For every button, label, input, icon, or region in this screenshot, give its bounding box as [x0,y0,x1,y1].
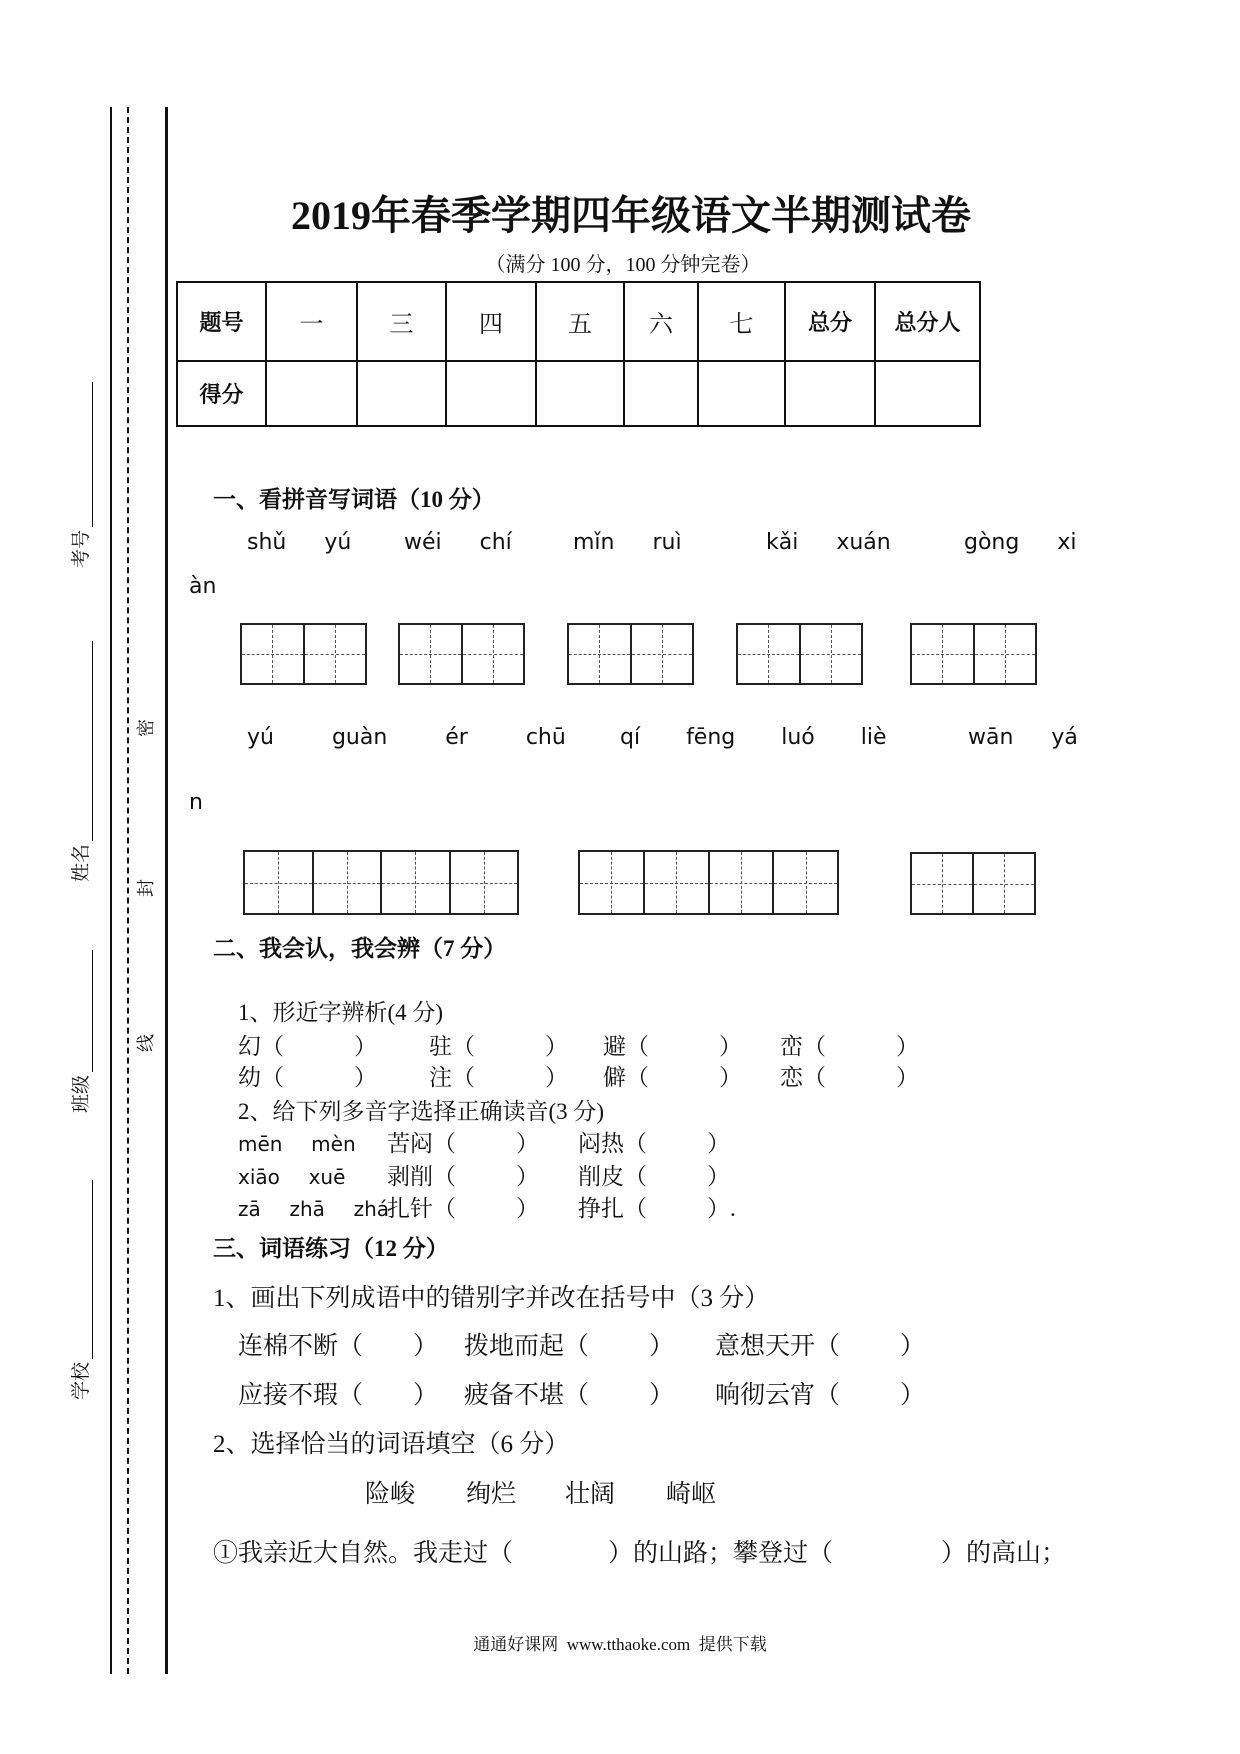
column-header: 五 [536,282,624,361]
open-bracket: （ [338,1333,364,1360]
close-bracket: ） [896,1034,919,1059]
column-header: 题号 [177,282,266,361]
idiom-item [238,1333,438,1361]
similar-char-item [238,1064,377,1092]
trailing-mark: . [730,1196,736,1221]
open-bracket: （ [626,1065,649,1090]
writing-cell [972,854,1034,913]
open-bracket: （ [452,1065,475,1090]
field-label: 学校 [71,1361,92,1400]
pinyin-prompt: wān yá [968,725,1078,750]
sentence-text: ）的山路；攀登过（ [608,1540,834,1567]
pinyin-wrap: àn [189,574,217,599]
score-cell [875,361,980,426]
sentence-text: ①我亲近大自然。我走过（ [213,1540,514,1567]
section3-part1-title: 1、画出下列成语中的错别字并改在括号中（3 分） [213,1285,770,1312]
idiom: 疲备不堪 [464,1382,565,1409]
pinyin-prompt: qí fēng luó liè [620,725,887,750]
student-name-field [71,641,93,882]
close-bracket: ） [719,1034,742,1059]
close-bracket: ） [413,1382,439,1409]
close-bracket: ） [649,1382,675,1409]
polyphone-pinyin: zā zhā zhá [238,1197,390,1221]
answer-blank [284,1053,354,1054]
writing-grid [910,623,1037,685]
score-cell [536,361,624,426]
idiom: 连棉不断 [238,1333,339,1360]
polyphone-word: 苦闷 [387,1131,433,1156]
close-bracket: ） [545,1034,568,1059]
idiom-item [715,1333,925,1361]
writing-cell [312,852,381,913]
close-bracket: ） [719,1065,742,1090]
polyphone-item [387,1130,539,1158]
answer-blank [456,1150,516,1151]
close-bracket: ） [707,1196,730,1221]
close-bracket: ） [707,1131,730,1156]
writing-cell [708,852,773,913]
class-field [71,950,93,1113]
idiom: 拨地而起 [464,1333,565,1360]
column-header: 七 [698,282,785,361]
idiom-item [464,1382,674,1410]
idiom: 应接不瑕 [238,1382,339,1409]
polyphone-pinyin: mēn mèn [238,1132,356,1156]
writing-cell [912,854,972,913]
fill-in-sentence [213,1540,1066,1568]
field-underline [91,950,93,1072]
similar-char-item [238,1033,377,1061]
writing-grid [910,852,1036,915]
open-bracket: （ [338,1382,364,1409]
field-label: 班级 [71,1074,92,1113]
score-cell [785,361,875,426]
similar-char-item [603,1033,742,1061]
word-bank-item: 险峻 [365,1481,416,1508]
idiom-item [238,1382,438,1410]
close-bracket: ） [900,1333,926,1360]
answer-blank [649,1053,719,1054]
answer-blank [513,1560,608,1561]
answer-blank [456,1215,516,1216]
column-header: 四 [446,282,536,361]
pinyin-prompt: gòng xi [964,530,1077,555]
close-bracket: ） [413,1333,439,1360]
open-bracket: （ [261,1065,284,1090]
open-bracket: （ [452,1034,475,1059]
page-footer: 通通好课网 www.tthaoke.com 提供下载 [473,1635,767,1654]
answer-blank [456,1183,516,1184]
open-bracket: （ [815,1382,841,1409]
answer-blank [589,1353,649,1354]
section2-heading: 二、我会认，我会辨（7 分） [213,936,507,961]
close-bracket: ） [516,1196,539,1221]
writing-cell [799,625,862,683]
writing-grid [736,623,863,685]
field-label: 姓名 [71,843,92,882]
pinyin-prompt: shǔ yú [247,530,352,555]
open-bracket: （ [803,1065,826,1090]
field-underline [91,641,93,841]
word-bank-item: 绚烂 [466,1481,517,1508]
open-bracket: （ [433,1196,456,1221]
answer-blank [826,1084,896,1085]
open-bracket: （ [624,1164,647,1189]
writing-cell [461,625,524,683]
pinyin-prompt: kǎi xuán [766,530,891,555]
answer-blank [647,1150,707,1151]
field-underline [91,382,93,527]
idiom-item [715,1382,925,1410]
polyphone-item [578,1130,730,1158]
polyphone-pinyin: xiāo xuē [238,1165,346,1189]
similar-char: 避 [603,1034,626,1059]
idiom-item [464,1333,674,1361]
school-field [71,1180,93,1400]
open-bracket: （ [564,1382,590,1409]
answer-blank [363,1353,413,1354]
pinyin-prompt: mǐn ruì [573,530,682,555]
answer-blank [647,1215,707,1216]
seal-label-xian: 线 [136,1034,156,1052]
binding-cut-line [127,107,129,1674]
open-bracket: （ [624,1131,647,1156]
open-bracket: （ [815,1333,841,1360]
writing-cell [912,625,973,683]
similar-char-item [429,1033,568,1061]
section2-part2-title: 2、给下列多音字选择正确读音(3 分) [238,1099,605,1124]
polyphone-word: 扎针 [387,1196,433,1221]
seal-label-mi: 密 [136,719,156,737]
writing-cell [245,852,312,913]
writing-cell [400,625,461,683]
writing-grid [243,850,519,915]
answer-blank [833,1560,941,1561]
close-bracket: ） [896,1065,919,1090]
polyphone-item [578,1163,730,1191]
binding-outer-line [110,107,112,1674]
score-table-header-row [177,282,980,361]
similar-char: 峦 [780,1034,803,1059]
writing-cell [242,625,303,683]
open-bracket: （ [624,1196,647,1221]
close-bracket: ） [354,1034,377,1059]
answer-blank [589,1402,649,1403]
similar-char-item [780,1033,919,1061]
answer-blank [475,1053,545,1054]
answer-blank [826,1053,896,1054]
similar-char: 恋 [780,1065,803,1090]
similar-char-item [780,1064,919,1092]
exam-subtitle: （满分 100 分，100 分钟完卷） [485,254,761,276]
score-table [176,281,981,427]
writing-cell [973,625,1036,683]
polyphone-word: 挣扎 [578,1196,624,1221]
writing-cell [569,625,630,683]
writing-grid [398,623,525,685]
answer-blank [363,1402,413,1403]
answer-blank [840,1402,900,1403]
column-header: 六 [624,282,698,361]
open-bracket: （ [261,1034,284,1059]
pinyin-wrap: n [189,790,203,815]
score-table-score-row [177,361,980,426]
close-bracket: ） [707,1164,730,1189]
answer-blank [647,1183,707,1184]
column-header: 三 [357,282,446,361]
score-cell [446,361,536,426]
section1-heading: 一、看拼音写词语（10 分） [213,487,495,512]
idiom: 响彻云宵 [715,1382,816,1409]
section2-part1-title: 1、形近字辨析(4 分) [238,1000,444,1025]
polyphone-item [387,1195,539,1223]
answer-blank [649,1084,719,1085]
column-header: 一 [266,282,357,361]
similar-char: 幻 [238,1034,261,1059]
word-bank-item: 壮阔 [565,1481,616,1508]
similar-char: 僻 [603,1065,626,1090]
score-cell [357,361,446,426]
close-bracket: ） [516,1164,539,1189]
field-label: 考号 [71,529,92,568]
sentence-text: ）的高山； [941,1540,1067,1567]
writing-grid [567,623,694,685]
idiom: 意想天开 [715,1333,816,1360]
similar-char-item [603,1064,742,1092]
word-bank-item: 崎岖 [666,1481,717,1508]
similar-char-item [429,1064,568,1092]
score-cell [266,361,357,426]
close-bracket: ） [545,1065,568,1090]
polyphone-item [578,1195,736,1223]
writing-cell [380,852,449,913]
writing-grid [578,850,839,915]
open-bracket: （ [433,1164,456,1189]
writing-cell [772,852,837,913]
close-bracket: ） [516,1131,539,1156]
similar-char: 幼 [238,1065,261,1090]
close-bracket: ） [900,1382,926,1409]
open-bracket: （ [433,1131,456,1156]
polyphone-item [387,1163,539,1191]
row-label: 得分 [177,361,266,426]
writing-cell [303,625,366,683]
exam-title: 2019年春季学期四年级语文半期测试卷 [291,193,971,238]
writing-cell [580,852,643,913]
pinyin-prompt: wéi chí [404,530,512,555]
score-cell [624,361,698,426]
answer-blank [840,1353,900,1354]
section3-heading: 三、词语练习（12 分） [213,1236,449,1261]
exam-number-field [71,382,93,568]
column-header: 总分 [785,282,875,361]
writing-cell [449,852,518,913]
open-bracket: （ [803,1034,826,1059]
pinyin-prompt: yú guàn ér chū [247,725,566,750]
field-underline [91,1180,93,1359]
score-cell [698,361,785,426]
answer-blank [475,1084,545,1085]
open-bracket: （ [626,1034,649,1059]
polyphone-word: 剥削 [387,1164,433,1189]
writing-cell [738,625,799,683]
polyphone-word: 削皮 [578,1164,624,1189]
binding-inner-line [165,107,168,1674]
column-header: 总分人 [875,282,980,361]
section3-part2-title: 2、选择恰当的词语填空（6 分） [213,1431,570,1458]
writing-cell [630,625,693,683]
close-bracket: ） [354,1065,377,1090]
writing-grid [240,623,367,685]
seal-label-feng: 封 [136,879,156,897]
similar-char: 驻 [429,1034,452,1059]
polyphone-word: 闷热 [578,1131,624,1156]
open-bracket: （ [564,1333,590,1360]
similar-char: 注 [429,1065,452,1090]
answer-blank [284,1084,354,1085]
close-bracket: ） [649,1333,675,1360]
writing-cell [643,852,708,913]
